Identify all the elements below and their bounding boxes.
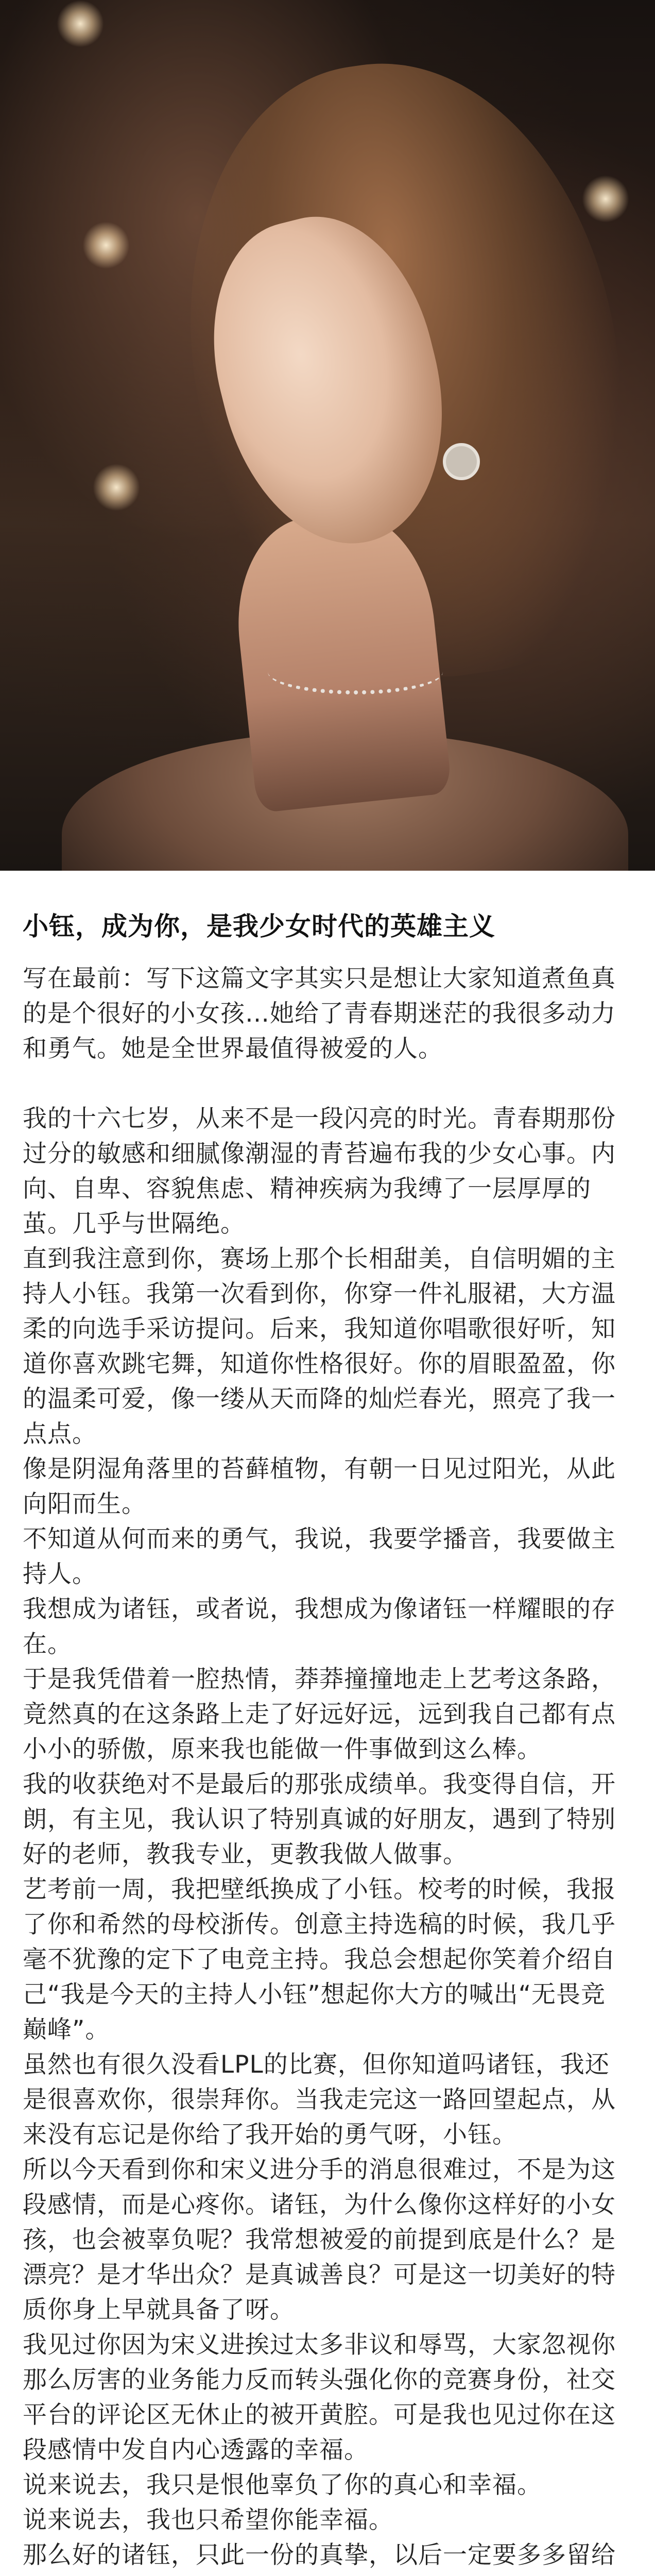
paragraph: 那么好的诸钰，只此一份的真挚，以后一定要多多留给 (23, 2541, 616, 2569)
paragraph: 说来说去，我只是恨他辜负了你的真心和幸福。 (23, 2471, 542, 2499)
paragraph: 像是阴湿角落里的苔藓植物，有朝一日见过阳光，从此向阳而生。 (23, 1455, 616, 1518)
article-title: 小钰，成为你，是我少女时代的英雄主义 (23, 911, 495, 941)
hero-photo (0, 0, 655, 871)
paragraph-gap (23, 1066, 624, 1101)
paragraph: 我见过你因为宋义进挨过太多非议和辱骂，大家忽视你那么厉害的业务能力反而转头强化你的竞赛身份，社交平台的评论区无休止的被开黄腔。可是我也见过你在这段感情中发自内心透露的幸福。 (23, 2331, 616, 2464)
paragraph: 写在最前：写下这篇文字其实只是想让大家知道煮鱼真的是个很好的小女孩…她给了青春期迷茫的我很多动力和勇气。她是全世界最值得被爱的人。 (23, 964, 616, 1063)
paragraph: 所以今天看到你和宋义进分手的消息很难过，不是为这段感情，而是心疼你。诸钰，为什么像你这样好的小女孩，也会被辜负呢？我常想被爱的前提到底是什么？是漂亮？是才华出众？是真诚善良？可是这一切美好的特质你身上早就具备了呀。 (23, 2156, 616, 2324)
paragraph: 我的收获绝对不是最后的那张成绩单。我变得自信，开朗，有主见，我认识了特别真诚的好朋友，遇到了特别好的老师，教我专业，更教我做人做事。 (23, 1770, 616, 1869)
paragraph: 艺考前一周，我把壁纸换成了小钰。校考的时候，我报了你和希然的母校浙传。创意主持选稿的时候，我几乎毫不犹豫的定下了电竞主持。我总会想起你笑着介绍自己“我是今天的主持人小钰”想起你大方的喊出“无畏竞巅峰”。 (23, 1875, 616, 2044)
bokeh-light (82, 222, 130, 269)
paragraph: 我的十六七岁，从来不是一段闪亮的时光。青春期那份过分的敏感和细腻像潮湿的青苔遍布我的少女心事。内向、自卑、容貌焦虑、精神疾病为我缚了一层厚厚的茧。几乎与世隔绝。 (23, 1105, 616, 1238)
paragraph: 虽然也有很久没看LPL的比赛，但你知道吗诸钰，我还是很喜欢你，很崇拜你。当我走完这一路回望起点，从来没有忘记是你给了我开始的勇气呀，小钰。 (23, 2050, 616, 2149)
bokeh-light (57, 0, 104, 47)
photo-earring (443, 443, 480, 480)
paragraph: 于是我凭借着一腔热情，莽莽撞撞地走上艺考这条路，竟然真的在这条路上走了好远好远，远到我自己都有点小小的骄傲，原来我也能做一件事做到这么棒。 (23, 1665, 616, 1764)
paragraph: 说来说去，我也只希望你能幸福。 (23, 2506, 393, 2534)
bokeh-light (93, 464, 140, 511)
paragraph: 直到我注意到你，赛场上那个长相甜美，自信明媚的主持人小钰。我第一次看到你，你穿一件礼服裙，大方温柔的向选手采访提问。后来，我知道你唱歌很好听，知道你喜欢跳宅舞，知道你性格很好。你的眉眼盈盈，你的温柔可爱，像一缕从天而降的灿烂春光，照亮了我一点点。 (23, 1245, 616, 1448)
article-body (0, 871, 655, 2576)
bokeh-light (582, 175, 629, 223)
paragraph: 我想成为诸钰，或者说，我想成为像诸钰一样耀眼的存在。 (23, 1595, 616, 1658)
paragraph: 不知道从何而来的勇气，我说，我要学播音，我要做主持人。 (23, 1525, 616, 1588)
photo-necklace (268, 649, 443, 694)
